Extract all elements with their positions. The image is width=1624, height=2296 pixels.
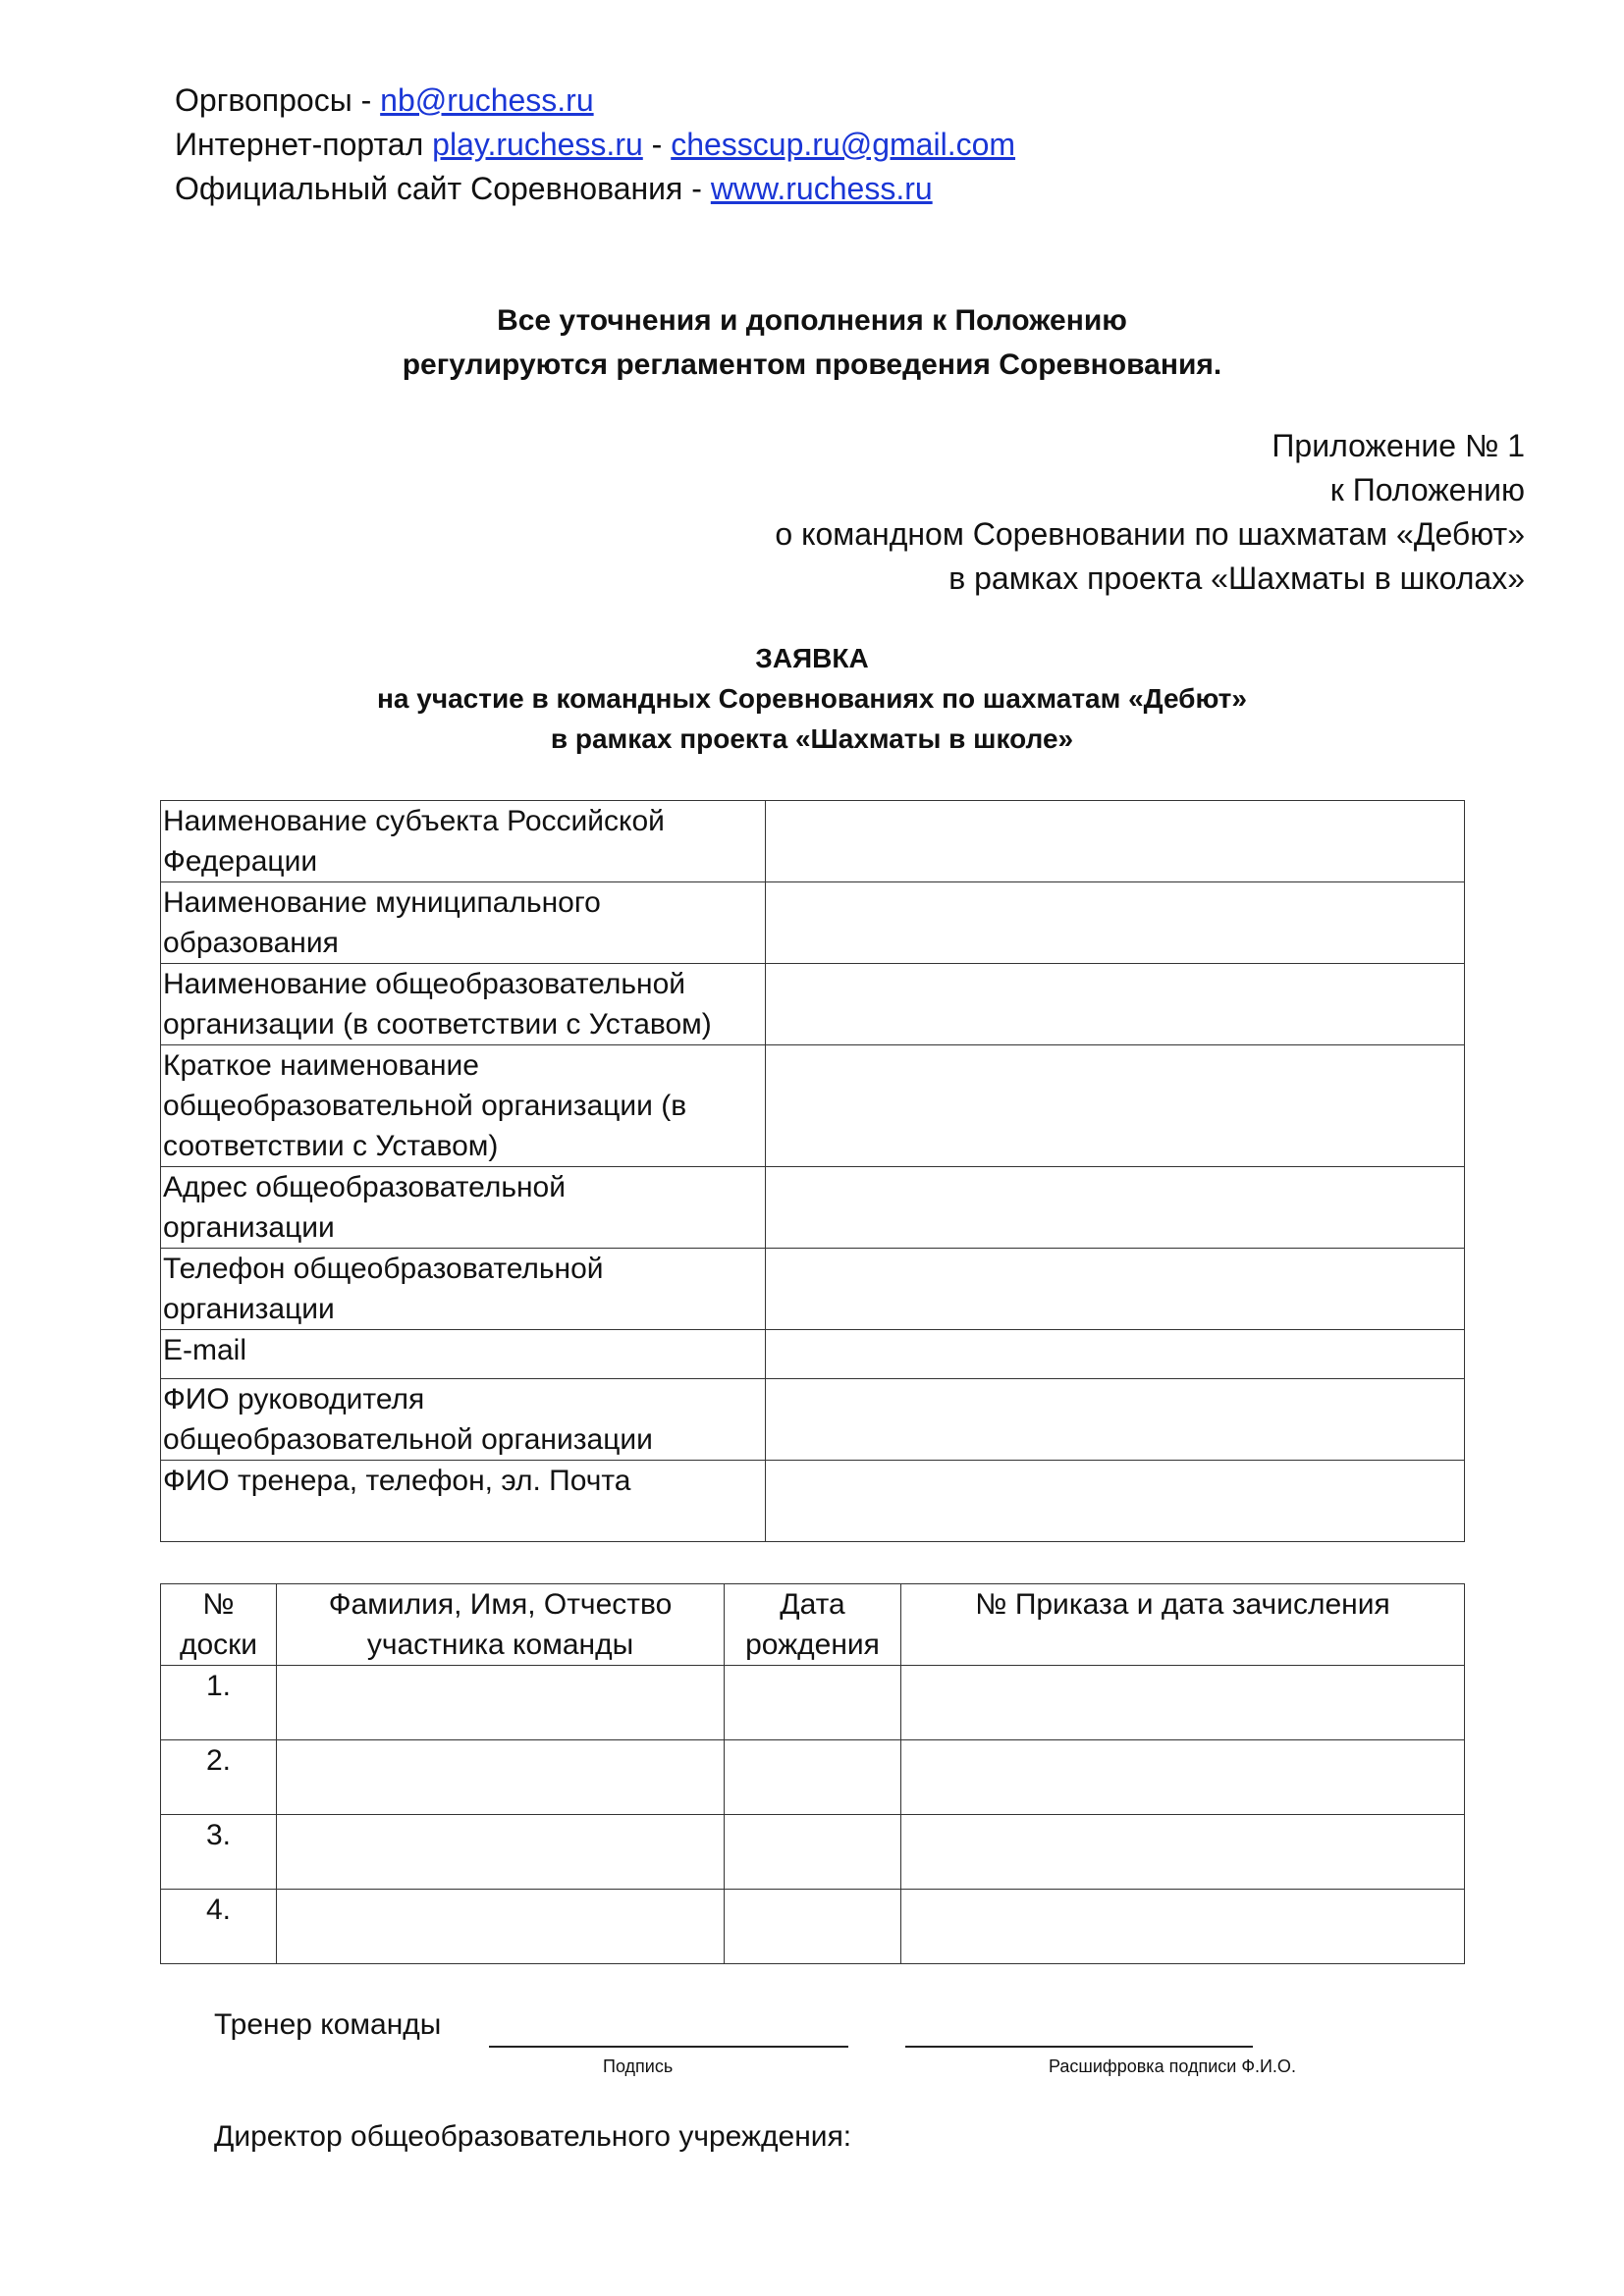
signature-decode-caption: Расшифровка подписи Ф.И.О. [1049,2056,1296,2076]
info-row-label-line: общеобразовательной организации [163,1423,653,1456]
info-row-value-field[interactable] [766,801,1465,882]
info-row-label-line: ФИО руководителя [163,1383,425,1415]
info-row [161,1461,1465,1542]
appendix-line2: к Положению [1329,472,1525,507]
info-row-label [161,964,766,1045]
info-row-label-line: Телефон общеобразовательной [163,1253,604,1285]
team-row [161,1666,1465,1740]
regulation-note [0,298,1624,387]
info-row-label-line: общеобразовательной организации (в [163,1090,687,1122]
order-date-field[interactable] [901,1666,1465,1740]
participant-name-field[interactable] [277,1740,725,1815]
info-row-label [161,801,766,882]
info-row-label-line: организации [163,1293,335,1325]
header-name-line1: Фамилия, Имя, Отчество [328,1588,673,1621]
info-row-label-line: Федерации [163,845,318,878]
board-number: 1. [161,1666,277,1740]
info-row [161,964,1465,1045]
regulation-note-line1: Все уточнения и дополнения к Положению [497,304,1127,337]
appendix-line4: в рамках проекта «Шахматы в школах» [948,561,1525,596]
board-number: 4. [161,1890,277,1964]
contact-org [175,79,1015,123]
order-date-field[interactable] [901,1740,1465,1815]
participant-name-field[interactable] [277,1815,725,1890]
team-table [160,1583,1465,1964]
contact-portal [175,123,1015,167]
order-date-field[interactable] [901,1890,1465,1964]
info-row [161,1379,1465,1461]
application-title-line2: на участие в командных Соревнованиях по шахматам «Дебют» [377,683,1247,714]
regulation-note-line2: регулируются регламентом проведения Соревнования. [402,348,1222,381]
team-table-header [161,1584,1465,1666]
contact-org-label: Оргвопросы - [175,82,381,118]
order-date-field[interactable] [901,1815,1465,1890]
info-row-label [161,1379,766,1461]
info-row [161,1167,1465,1249]
info-row-label [161,1461,766,1542]
info-row-label-line: Краткое наименование [163,1049,479,1082]
info-row-label-line: организации [163,1211,335,1244]
site-link[interactable]: www.ruchess.ru [710,171,933,206]
header-order [901,1584,1465,1666]
birth-date-field[interactable] [725,1815,901,1890]
info-row-label-line: Адрес общеобразовательной [163,1171,566,1203]
signature-decode-line[interactable] [905,2046,1253,2048]
application-title-line1: ЗАЯВКА [755,643,869,673]
header-board-line2: доски [179,1629,258,1661]
info-row-value-field[interactable] [766,1330,1465,1379]
header-dob [725,1584,901,1666]
info-row-label [161,1330,766,1379]
header-name-line2: участника команды [366,1629,634,1661]
contact-site [175,167,1015,211]
appendix-line3: о командном Соревновании по шахматам «Дебют» [775,516,1525,552]
info-row-value-field[interactable] [766,964,1465,1045]
signature-line[interactable] [489,2046,848,2048]
info-row-label-line: Наименование общеобразовательной [163,968,686,1000]
birth-date-field[interactable] [725,1890,901,1964]
contact-site-label: Официальный сайт Соревнования - [175,171,711,206]
info-row [161,1045,1465,1167]
info-row-label-line: образования [163,927,339,959]
birth-date-field[interactable] [725,1740,901,1815]
info-row-label-line: соответствии с Уставом) [163,1130,499,1162]
board-number: 2. [161,1740,277,1815]
info-row-label [161,882,766,964]
team-row [161,1740,1465,1815]
info-row-value-field[interactable] [766,1461,1465,1542]
signature-caption: Подпись [603,2056,674,2076]
info-row-label [161,1167,766,1249]
application-title [0,638,1624,759]
header-dob-line2: рождения [745,1629,880,1661]
info-row-label [161,1045,766,1167]
info-row [161,1330,1465,1379]
portal-email-link[interactable]: chesscup.ru@gmail.com [671,127,1016,162]
info-row [161,1249,1465,1330]
info-row-label-line: Наименование муниципального [163,886,601,919]
info-row-label-line: организации (в соответствии с Уставом) [163,1008,712,1041]
application-title-line3: в рамках проекта «Шахматы в школе» [550,723,1074,754]
info-row-value-field[interactable] [766,1045,1465,1167]
info-row-label-line: ФИО тренера, телефон, эл. Почта [163,1465,631,1497]
team-row [161,1815,1465,1890]
board-number: 3. [161,1815,277,1890]
info-row [161,882,1465,964]
info-row-value-field[interactable] [766,1167,1465,1249]
org-email-link[interactable]: nb@ruchess.ru [380,82,594,118]
director-label: Директор общеобразовательного учреждения: [214,2120,852,2153]
info-row-value-field[interactable] [766,1249,1465,1330]
header-order-text: № Приказа и дата зачисления [975,1588,1390,1621]
contact-portal-separator: - [642,127,672,162]
organization-info-table [160,800,1465,1542]
team-row [161,1890,1465,1964]
contacts-block [175,79,1015,211]
header-dob-line1: Дата [780,1588,845,1621]
header-board [161,1584,277,1666]
appendix-header [775,424,1525,601]
coach-label: Тренер команды [214,2008,442,2041]
info-row-label-line: E-mail [163,1334,247,1366]
info-row-value-field[interactable] [766,882,1465,964]
contact-portal-label: Интернет-портал [175,127,433,162]
info-row [161,801,1465,882]
header-board-line1: № [202,1588,235,1621]
info-row-value-field[interactable] [766,1379,1465,1461]
portal-link[interactable]: play.ruchess.ru [432,127,643,162]
participant-name-field[interactable] [277,1666,725,1740]
appendix-line1: Приложение № 1 [1272,428,1525,463]
participant-name-field[interactable] [277,1890,725,1964]
birth-date-field[interactable] [725,1666,901,1740]
info-row-label [161,1249,766,1330]
header-name [277,1584,725,1666]
info-row-label-line: Наименование субъекта Российской [163,805,665,837]
